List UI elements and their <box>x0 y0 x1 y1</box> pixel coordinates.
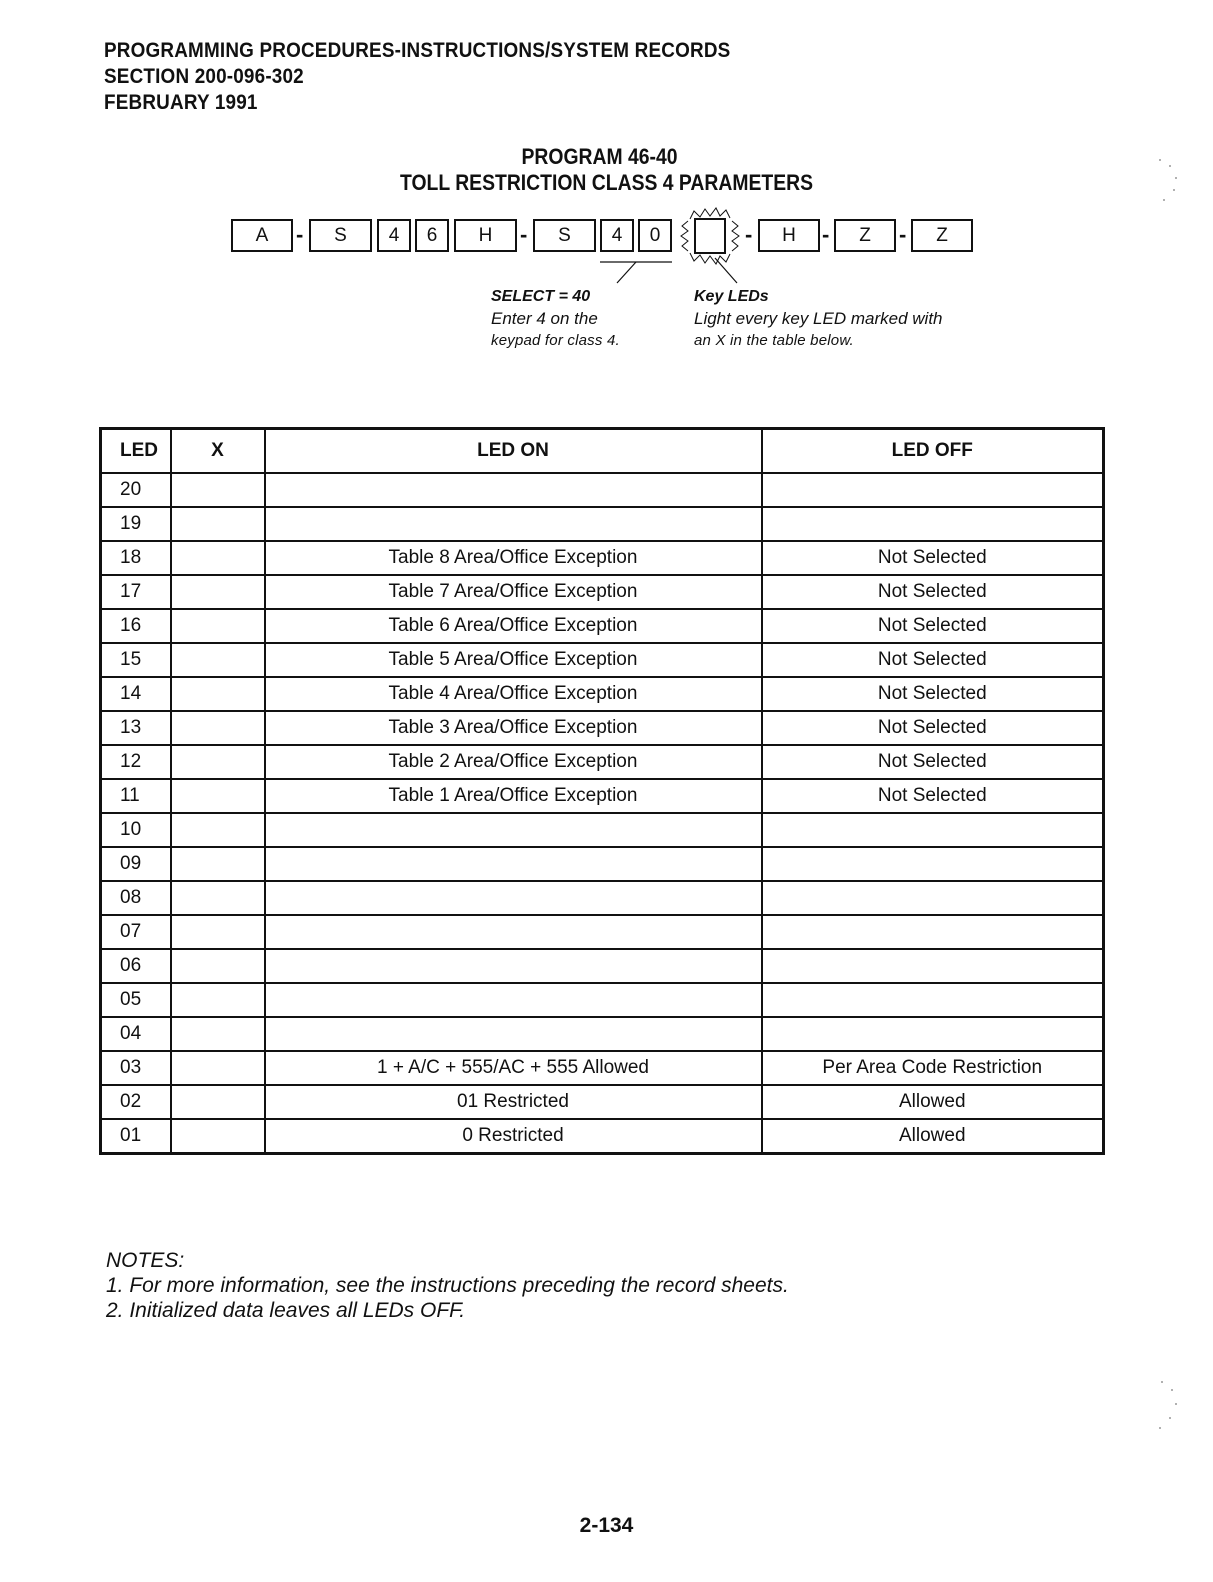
table-row <box>101 643 1104 677</box>
led-off-cell <box>762 847 1104 881</box>
led-number: 09 <box>101 847 171 881</box>
led-on-cell <box>265 847 762 881</box>
led-parameter-table <box>99 427 1105 1155</box>
led-off-cell: Not Selected <box>762 745 1104 779</box>
table-row <box>101 1085 1104 1119</box>
x-mark-cell <box>171 711 265 745</box>
x-mark-cell <box>171 1085 265 1119</box>
x-mark-cell <box>171 813 265 847</box>
key-leds-heading: Key LEDs <box>694 288 769 305</box>
led-off-cell: Not Selected <box>762 643 1104 677</box>
column-header-led-on: LED ON <box>265 429 762 474</box>
column-header-x: X <box>171 429 265 474</box>
x-mark-cell <box>171 779 265 813</box>
led-on-cell: Table 4 Area/Office Exception <box>265 677 762 711</box>
notes-heading: NOTES: <box>106 1249 185 1272</box>
x-mark-cell <box>171 575 265 609</box>
scan-speck-icon <box>1140 150 1190 210</box>
led-number: 13 <box>101 711 171 745</box>
led-on-cell <box>265 949 762 983</box>
key-box-4: 4 <box>377 219 411 252</box>
x-mark-cell <box>171 677 265 711</box>
key-box-0: 0 <box>638 219 672 252</box>
table-row <box>101 1119 1104 1154</box>
table-row <box>101 507 1104 541</box>
led-off-cell <box>762 813 1104 847</box>
led-on-cell <box>265 813 762 847</box>
program-name: TOLL RESTRICTION CLASS 4 PARAMETERS <box>399 170 814 195</box>
table-row <box>101 575 1104 609</box>
x-mark-cell <box>171 847 265 881</box>
led-on-cell <box>265 507 762 541</box>
table-row <box>101 949 1104 983</box>
table-row <box>101 745 1104 779</box>
led-on-cell <box>265 881 762 915</box>
x-mark-cell <box>171 745 265 779</box>
key-box-z: Z <box>834 219 896 252</box>
led-off-cell: Per Area Code Restriction <box>762 1051 1104 1085</box>
table-row <box>101 541 1104 575</box>
table-row <box>101 847 1104 881</box>
led-on-cell: 1 + A/C + 555/AC + 555 Allowed <box>265 1051 762 1085</box>
key-box-4: 4 <box>600 219 634 252</box>
header-section: SECTION 200-096-302 <box>104 65 304 88</box>
table-row <box>101 677 1104 711</box>
key-separator: - <box>296 222 304 247</box>
select-heading: SELECT = 40 <box>491 288 591 305</box>
led-on-cell: Table 5 Area/Office Exception <box>265 643 762 677</box>
led-on-cell: Table 3 Area/Office Exception <box>265 711 762 745</box>
led-off-cell <box>762 473 1104 507</box>
led-on-cell: 0 Restricted <box>265 1119 762 1154</box>
led-off-cell: Not Selected <box>762 779 1104 813</box>
table-row <box>101 983 1104 1017</box>
led-number: 03 <box>101 1051 171 1085</box>
table-row <box>101 609 1104 643</box>
led-number: 16 <box>101 609 171 643</box>
led-number: 11 <box>101 779 171 813</box>
led-off-cell: Not Selected <box>762 541 1104 575</box>
led-off-cell: Not Selected <box>762 711 1104 745</box>
led-number: 04 <box>101 1017 171 1051</box>
table-row <box>101 915 1104 949</box>
led-off-cell: Allowed <box>762 1085 1104 1119</box>
x-mark-cell <box>171 983 265 1017</box>
key-separator: - <box>520 222 528 247</box>
column-header-led-off: LED OFF <box>762 429 1104 474</box>
x-mark-cell <box>171 507 265 541</box>
led-off-cell <box>762 949 1104 983</box>
led-off-cell <box>762 1017 1104 1051</box>
led-number: 15 <box>101 643 171 677</box>
led-number: 08 <box>101 881 171 915</box>
table-row <box>101 779 1104 813</box>
led-on-cell: Table 2 Area/Office Exception <box>265 745 762 779</box>
key-leds-caption <box>694 286 943 352</box>
led-on-cell: Table 8 Area/Office Exception <box>265 541 762 575</box>
x-mark-cell <box>171 1051 265 1085</box>
led-on-cell <box>265 915 762 949</box>
led-off-cell: Not Selected <box>762 575 1104 609</box>
x-mark-cell <box>171 1017 265 1051</box>
select-line-1: Enter 4 on the <box>491 309 598 328</box>
select-line-2: keypad for class 4. <box>491 332 620 349</box>
led-off-cell: Allowed <box>762 1119 1104 1154</box>
note-item: 2. Initialized data leaves all LEDs OFF. <box>106 1299 466 1322</box>
led-number: 06 <box>101 949 171 983</box>
led-number: 19 <box>101 507 171 541</box>
key-box-h: H <box>758 219 820 252</box>
x-mark-cell <box>171 609 265 643</box>
led-off-cell <box>762 881 1104 915</box>
x-mark-cell <box>171 1119 265 1154</box>
led-on-cell <box>265 473 762 507</box>
x-mark-cell <box>171 915 265 949</box>
x-mark-cell <box>171 541 265 575</box>
table-row <box>101 813 1104 847</box>
led-number: 07 <box>101 915 171 949</box>
led-on-cell <box>265 1017 762 1051</box>
scan-speck-icon <box>1140 1370 1190 1440</box>
led-number: 05 <box>101 983 171 1017</box>
key-leds-line-2: an X in the table below. <box>694 332 854 349</box>
led-on-cell <box>265 983 762 1017</box>
led-on-cell: Table 1 Area/Office Exception <box>265 779 762 813</box>
notes-section <box>106 1248 789 1323</box>
led-on-cell: 01 Restricted <box>265 1085 762 1119</box>
table-row <box>101 711 1104 745</box>
led-number: 18 <box>101 541 171 575</box>
led-off-cell <box>762 507 1104 541</box>
table-row <box>101 1017 1104 1051</box>
led-number: 20 <box>101 473 171 507</box>
led-number: 02 <box>101 1085 171 1119</box>
led-off-cell: Not Selected <box>762 677 1104 711</box>
led-off-cell <box>762 915 1104 949</box>
key-separator: - <box>899 222 907 247</box>
key-box-6: 6 <box>415 219 449 252</box>
key-box-z: Z <box>911 219 973 252</box>
led-number: 12 <box>101 745 171 779</box>
table-row <box>101 881 1104 915</box>
program-number: PROGRAM 46-40 <box>521 144 678 169</box>
x-mark-cell <box>171 949 265 983</box>
led-off-cell: Not Selected <box>762 609 1104 643</box>
x-mark-cell <box>171 643 265 677</box>
page-number: 2-134 <box>579 1514 634 1537</box>
select-caption <box>491 286 620 352</box>
led-on-cell: Table 7 Area/Office Exception <box>265 575 762 609</box>
table-row <box>101 1051 1104 1085</box>
key-separator: - <box>822 222 830 247</box>
key-box-h: H <box>454 219 517 252</box>
led-on-cell: Table 6 Area/Office Exception <box>265 609 762 643</box>
caption-pointer-lines <box>0 0 1213 300</box>
led-number: 17 <box>101 575 171 609</box>
key-box-s: S <box>533 219 596 252</box>
column-header-led: LED <box>101 429 171 474</box>
led-off-cell <box>762 983 1104 1017</box>
key-box-s: S <box>309 219 372 252</box>
header-date: FEBRUARY 1991 <box>104 91 258 114</box>
key-separator: - <box>745 222 753 247</box>
led-number: 01 <box>101 1119 171 1154</box>
header-title: PROGRAMMING PROCEDURES-INSTRUCTIONS/SYSTEM RECORDS <box>104 39 731 62</box>
led-number: 14 <box>101 677 171 711</box>
table-header-row <box>101 429 1104 474</box>
x-mark-cell <box>171 473 265 507</box>
note-item: 1. For more information, see the instructions preceding the record sheets. <box>106 1274 789 1297</box>
key-leds-line-1: Light every key LED marked with <box>694 309 943 328</box>
x-mark-cell <box>171 881 265 915</box>
led-number: 10 <box>101 813 171 847</box>
table-row <box>101 473 1104 507</box>
key-box-a: A <box>231 219 293 252</box>
